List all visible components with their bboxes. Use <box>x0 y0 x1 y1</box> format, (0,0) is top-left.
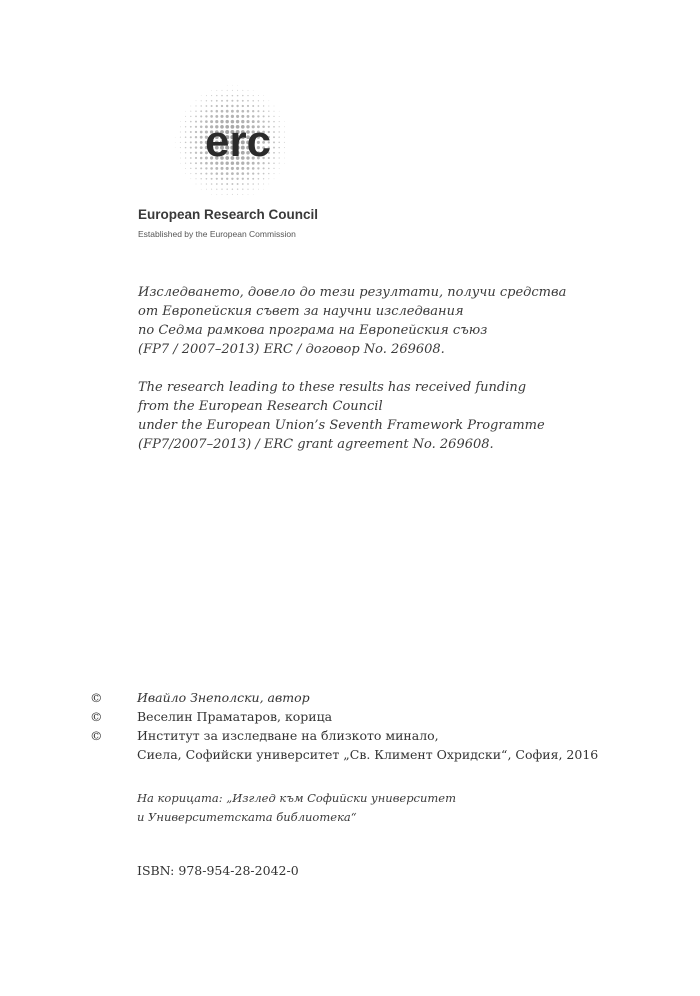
logo-dot <box>195 126 197 128</box>
logo-dot <box>284 147 285 148</box>
logo-dot <box>236 110 239 113</box>
logo-dot <box>232 90 233 91</box>
logo-dot <box>237 183 239 185</box>
logo-dot <box>200 167 202 169</box>
logo-dot <box>195 157 197 159</box>
logo-dot <box>257 110 259 112</box>
logo-dot <box>190 147 192 149</box>
logo-dot <box>185 116 186 117</box>
logo-dot <box>195 105 196 106</box>
logo-dot <box>180 163 181 164</box>
logo-dot <box>252 172 254 174</box>
logo-dot <box>195 136 197 138</box>
logo-dot <box>195 131 197 133</box>
logo-dot <box>205 167 207 169</box>
logo-dot <box>180 158 181 159</box>
logo-dot <box>221 172 224 175</box>
logo-dot <box>278 142 279 143</box>
logo-dot <box>279 131 280 132</box>
logo-dot <box>242 95 243 96</box>
logo-dot <box>284 132 285 133</box>
copyright-text: Сиела, Софийски университет „Св. Климент Охридски“, София, 2016 <box>137 747 599 762</box>
logo-dot <box>279 168 280 169</box>
logo-dot <box>273 157 275 159</box>
logo-dot <box>190 141 192 143</box>
logo-dot <box>175 137 176 138</box>
logo-dot <box>273 136 275 138</box>
logo-dot <box>268 100 269 101</box>
logo-dot <box>253 95 254 96</box>
logo-dot <box>263 95 264 96</box>
logo-dot <box>258 95 259 96</box>
copyright-text: Веселин Праматаров, корица <box>137 709 333 724</box>
logo-dot <box>274 173 275 174</box>
logo-dot <box>232 85 233 86</box>
logo-dot <box>226 172 229 175</box>
logo-dot <box>263 100 264 101</box>
logo-dot <box>190 173 191 174</box>
copyright-text: Ивайло Знеполски, автор <box>137 690 310 705</box>
copyright-row-institute <box>90 726 660 745</box>
logo-dot <box>190 111 191 112</box>
logo-dot <box>200 126 203 129</box>
organization-name: European Research Council <box>138 207 319 222</box>
copyright-row-author <box>90 688 660 707</box>
logo-dot <box>237 85 238 86</box>
logo-dot <box>221 183 223 185</box>
logo-dot <box>221 105 223 107</box>
logo-dot <box>253 90 254 91</box>
logo-dot <box>268 110 269 111</box>
logo-dot <box>231 100 233 102</box>
logo-dot <box>247 183 249 185</box>
logo-dot <box>200 110 202 112</box>
logo-dot <box>185 111 186 112</box>
logo-dot <box>273 141 275 143</box>
logo-dot <box>200 162 202 164</box>
logo-dot <box>200 146 203 149</box>
logo-dot <box>258 178 260 180</box>
funding-bg-line: Изследването, довело до тези резултати, получи средства <box>138 285 567 300</box>
funding-en-line: The research leading to these results has received funding <box>138 380 527 395</box>
logo-dot <box>252 167 255 170</box>
logo-dot <box>200 178 201 179</box>
logo-dot <box>257 167 259 169</box>
logo-dot <box>200 120 202 122</box>
logo-dot <box>211 105 213 107</box>
logo-dot <box>185 147 187 149</box>
logo-dot <box>221 110 224 113</box>
logo-dot <box>226 95 228 97</box>
logo-dot <box>180 121 181 122</box>
logo-dot <box>190 126 192 128</box>
logo-dot <box>232 194 233 195</box>
logo-dot <box>268 184 269 185</box>
logo-dot <box>206 95 207 96</box>
funding-bg-line: (FP7 / 2007–2013) ERC / договор No. 269608. <box>138 342 445 357</box>
logo-dot <box>185 136 187 138</box>
logo-dot <box>279 121 280 122</box>
logo-dot <box>195 168 197 170</box>
isbn: ISBN: 978-954-28-2042-0 <box>137 863 299 878</box>
logo-dot <box>180 132 181 133</box>
copyright-row-cover <box>90 707 660 726</box>
logo-dot <box>205 110 207 112</box>
copyright-symbol: © <box>90 690 103 705</box>
logo-dot <box>226 105 228 107</box>
logo-dot <box>185 121 186 122</box>
logo-dot <box>190 162 192 164</box>
logo-dot <box>180 126 181 127</box>
logo-dot <box>216 105 218 107</box>
logo-dot <box>180 152 181 153</box>
logo-dot <box>195 178 196 179</box>
logo-dot <box>237 90 238 91</box>
logo-dot <box>258 105 260 107</box>
logo-dot <box>236 167 239 170</box>
funding-bg-line: по Седма рамкова програма на Европейския съюз <box>138 323 488 338</box>
logo-dot <box>278 136 279 137</box>
logo-dot <box>241 110 244 113</box>
logo-dot <box>195 110 196 111</box>
logo-dot <box>279 116 280 117</box>
logo-dot <box>205 173 207 175</box>
logo-dot <box>200 136 203 139</box>
logo-dot <box>258 100 259 101</box>
logo-dot <box>200 173 202 175</box>
logo-dot <box>274 106 275 107</box>
logo-text: erc <box>205 117 272 166</box>
logo-dot <box>273 126 275 128</box>
logo-dot <box>247 95 248 96</box>
logo-dot <box>195 152 197 154</box>
logo-dot <box>211 194 212 195</box>
logo-dot <box>268 173 269 174</box>
logo-dot <box>231 183 233 185</box>
logo-dot <box>201 100 202 101</box>
logo-dot <box>253 189 254 190</box>
logo-dot <box>284 126 285 127</box>
logo-dot <box>273 152 275 154</box>
funding-en-line: from the European Research Council <box>138 399 383 414</box>
logo-dot <box>200 157 203 160</box>
logo-dot <box>211 95 212 96</box>
logo-dot <box>175 142 176 143</box>
logo-dot <box>185 168 186 169</box>
logo-dot <box>206 189 207 190</box>
logo-dot <box>242 189 243 190</box>
logo-dot <box>206 178 208 180</box>
logo-dot <box>206 183 207 184</box>
logo-dot <box>226 100 228 102</box>
logo-dot <box>180 142 181 143</box>
logo-dot <box>247 110 250 113</box>
logo-dot <box>273 162 275 164</box>
logo-dot <box>248 194 249 195</box>
funding-statement <box>138 283 608 473</box>
logo-dot <box>185 163 186 164</box>
logo-dot <box>221 167 224 170</box>
logo-dot <box>242 100 244 102</box>
logo-dot <box>241 172 244 175</box>
logo-dot <box>231 105 233 107</box>
logo-dot <box>248 90 249 91</box>
logo-dot <box>210 172 212 174</box>
logo-dot <box>216 183 218 185</box>
logo-dot <box>216 189 217 190</box>
logo-dot <box>195 141 197 143</box>
logo-dot <box>236 178 238 180</box>
logo-dot <box>216 172 219 175</box>
logo-dot <box>279 173 280 174</box>
logo-dot <box>221 95 222 96</box>
logo-dot <box>247 178 249 180</box>
logo-dot <box>274 178 275 179</box>
logo-dot <box>200 105 201 106</box>
logo-dot <box>284 163 285 164</box>
logo-dot <box>180 147 181 148</box>
logo-dot <box>226 178 228 180</box>
logo-dot <box>273 168 274 169</box>
logo-dot <box>247 100 249 102</box>
logo-dot <box>185 126 186 127</box>
copyright-symbol: © <box>90 728 103 743</box>
erc-logo-graphic <box>150 78 310 208</box>
logo-dot <box>227 90 228 91</box>
logo-dot <box>206 105 208 107</box>
logo-dot <box>252 105 254 107</box>
logo-dot <box>200 151 203 154</box>
logo-dot <box>190 136 192 138</box>
logo-dot <box>210 110 212 112</box>
logo-dot <box>257 173 259 175</box>
logo-dot <box>252 110 254 112</box>
logo-dot <box>211 189 212 190</box>
logo-dot <box>211 90 212 91</box>
logo-dot <box>190 168 191 169</box>
funding-en-line: (FP7/2007–2013) / ERC grant agreement No. 269608. <box>138 437 494 452</box>
logo-dot <box>247 172 249 174</box>
funding-bg-line: от Европейския съвет за научни изследвания <box>138 304 464 319</box>
logo-dot <box>252 178 254 180</box>
logo-dot <box>185 157 186 158</box>
logo-dot <box>216 110 219 113</box>
logo-dot <box>227 85 228 86</box>
logo-dot <box>279 111 280 112</box>
logo-dot <box>263 173 265 175</box>
logo-dot <box>221 189 222 190</box>
logo-dot <box>195 121 197 123</box>
logo-dot <box>190 178 191 179</box>
logo-dot <box>241 167 244 170</box>
logo-dot <box>190 121 192 123</box>
logo-dot <box>185 173 186 174</box>
logo-dot <box>237 100 239 102</box>
logo-dot <box>211 183 213 185</box>
logo-dot <box>196 100 197 101</box>
logo-dot <box>190 157 192 159</box>
logo-dot <box>200 131 203 134</box>
logo-dot <box>226 167 229 170</box>
logo-dot <box>263 178 264 179</box>
logo-dot <box>268 178 269 179</box>
logo-dot <box>253 194 254 195</box>
logo-dot <box>175 147 176 148</box>
logo-dot <box>284 137 285 138</box>
logo-dot <box>226 188 227 189</box>
logo-dot <box>231 167 234 170</box>
copyright-text: Институт за изследване на близкото минало, <box>137 728 439 743</box>
logo-dot <box>284 158 285 159</box>
logo-dot <box>242 183 244 185</box>
logo-dot <box>237 194 238 195</box>
logo-dot <box>263 184 264 185</box>
logo-dot <box>258 189 259 190</box>
logo-dot <box>279 157 280 158</box>
logo-dot <box>190 131 192 133</box>
copyright-symbol: © <box>90 709 103 724</box>
logo-dot <box>206 100 207 101</box>
logo-dot <box>242 105 244 107</box>
logo-dot <box>273 116 274 117</box>
logo-dot <box>190 152 192 154</box>
logo-dot <box>273 147 275 149</box>
logo-dot <box>247 189 248 190</box>
logo-dot <box>190 106 191 107</box>
logo-dot <box>216 90 217 91</box>
logo-dot <box>226 183 228 185</box>
logo-dot <box>221 100 223 102</box>
logo-dot <box>268 105 269 106</box>
logo-dot <box>284 142 285 143</box>
logo-dot <box>215 167 218 170</box>
logo-dot <box>279 126 280 127</box>
logo-dot <box>185 152 186 153</box>
logo-dot <box>222 194 223 195</box>
logo-dot <box>196 184 197 185</box>
logo-dot <box>200 115 202 117</box>
funding-english <box>138 378 608 454</box>
logo-dot <box>195 146 197 148</box>
logo-dot <box>231 110 234 113</box>
logo-dot <box>252 100 254 102</box>
logo-dot <box>242 194 243 195</box>
logo-dot <box>201 189 202 190</box>
logo-dot <box>242 90 243 91</box>
logo-dot <box>284 152 285 153</box>
logo-dot <box>273 131 275 133</box>
logo-dot <box>279 163 280 164</box>
logo-dot <box>216 95 217 96</box>
logo-dot <box>185 142 187 144</box>
logo-dot <box>216 194 217 195</box>
logo-dot <box>211 100 213 102</box>
logo-dot <box>190 116 191 117</box>
organization-subtitle: Established by the European Commission <box>138 229 296 239</box>
logo-dot <box>180 137 181 138</box>
cover-note-line: На корицата: „Изглед към Софийски университет <box>137 791 457 805</box>
cover-note <box>137 789 607 827</box>
logo-dot <box>263 189 264 190</box>
logo-dot <box>263 110 265 112</box>
logo-dot <box>263 105 264 106</box>
logo-dot <box>268 168 270 170</box>
logo-dot <box>227 194 228 195</box>
logo-dot <box>185 131 186 132</box>
copyright-block <box>90 688 660 764</box>
logo-dot <box>279 152 280 153</box>
cover-note-line: и Университетската библиотека“ <box>137 810 357 824</box>
logo-dot <box>216 100 218 102</box>
logo-dot <box>247 105 249 107</box>
logo-dot <box>211 178 213 180</box>
logo-dot <box>231 172 234 175</box>
logo-dot <box>200 141 203 144</box>
logo-dot <box>252 183 254 185</box>
logo-dot <box>236 105 238 107</box>
logo-dot <box>222 90 223 91</box>
logo-dot <box>273 121 275 123</box>
logo-dot <box>232 188 233 189</box>
logo-dot <box>195 162 197 164</box>
logo-dot <box>247 167 250 170</box>
logo-dot <box>237 95 239 97</box>
funding-en-line: under the European Union’s Seventh Framework Programme <box>138 418 545 433</box>
logo-dot <box>195 116 197 118</box>
logo-dot <box>263 167 265 169</box>
logo-dot <box>195 173 196 174</box>
erc-logo <box>150 78 310 208</box>
logo-dot <box>284 121 285 122</box>
logo-dot <box>236 172 239 175</box>
logo-dot <box>216 178 218 180</box>
logo-dot <box>232 95 234 97</box>
logo-dot <box>210 167 213 170</box>
logo-dot <box>201 95 202 96</box>
logo-dot <box>273 111 274 112</box>
logo-dot <box>201 183 202 184</box>
logo-dot <box>221 178 223 180</box>
logo-dot <box>278 147 279 148</box>
logo-dot <box>237 188 238 189</box>
copyright-row-publisher <box>90 745 660 764</box>
logo-dot <box>242 178 244 180</box>
funding-bulgarian <box>138 283 608 359</box>
logo-dot <box>226 110 229 113</box>
logo-dot <box>258 183 259 184</box>
logo-dot <box>231 178 233 180</box>
